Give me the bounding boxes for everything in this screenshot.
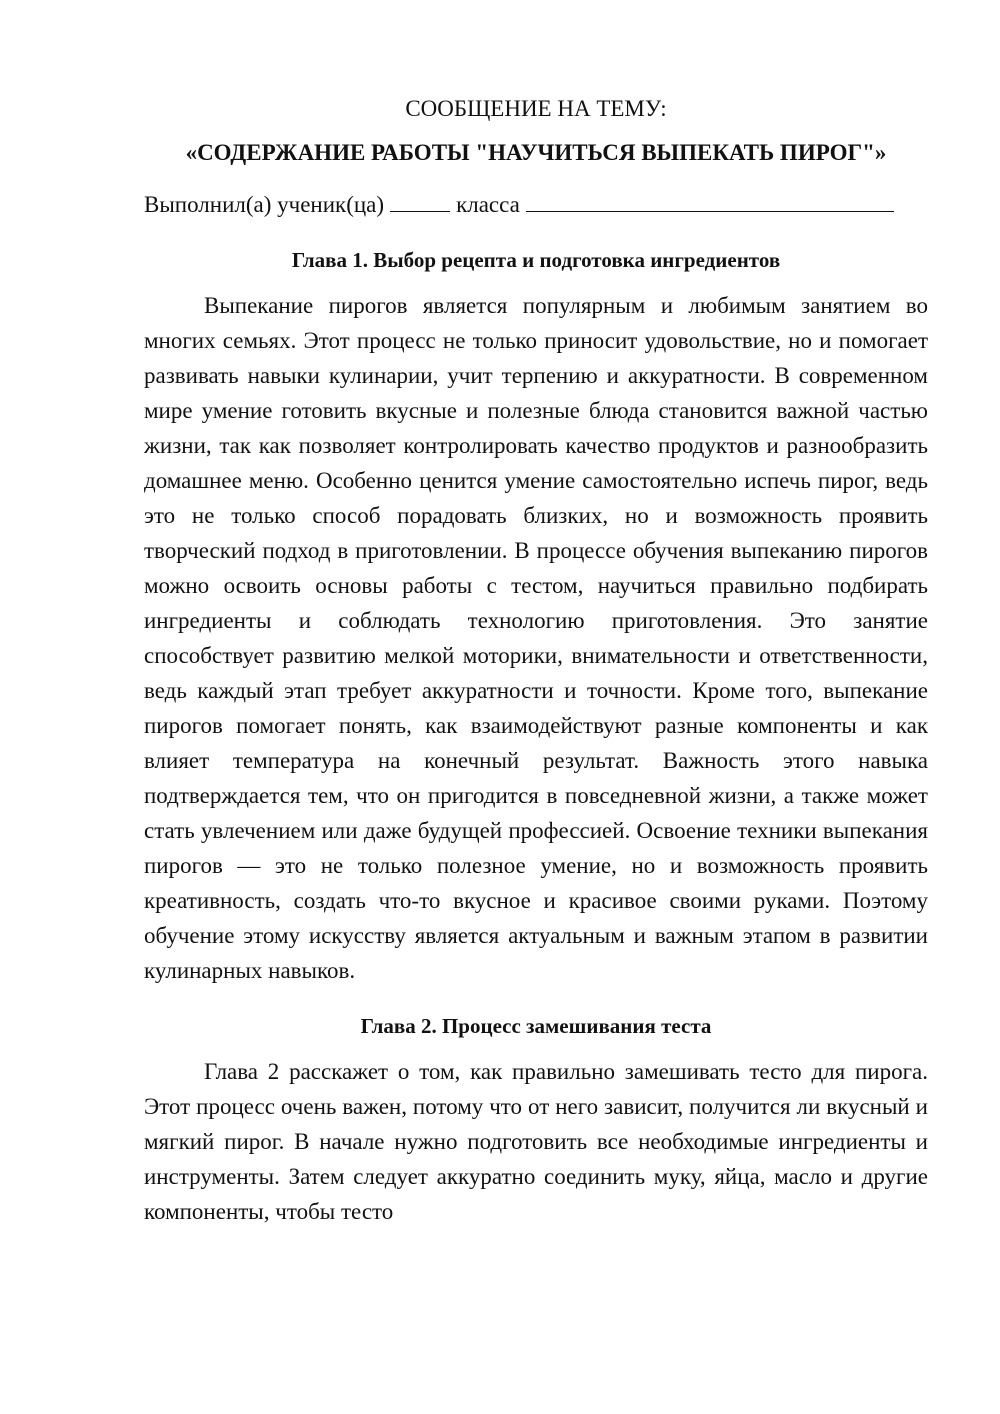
document-header: СООБЩЕНИЕ НА ТЕМУ: (405, 96, 667, 121)
chapter-1-heading: Глава 1. Выбор рецепта и подготовка ингредиентов (291, 248, 781, 272)
name-blank (526, 191, 894, 212)
chapter-1-paragraph: Выпекание пирогов является популярным и любимым занятием во многих семьях. Этот процесс не только приносит удовольствие, но и помогает развивать навыки кулинарии, учит терпению и аккуратности. В современном мире умение готовить вкусные и полезные блюда становится важной частью жизни, так как позволяет контролировать качество продуктов и разнообразить домашнее меню. Особенно ценится умение самостоятельно испечь пирог, ведь это не только способ порадовать близких, но и возможность проявить творческий подход в приготовлении. В процессе обучения выпеканию пирогов можно освоить основы работы с тестом, научиться правильно подбирать ингредиенты и соблюдать технологию приготовления. Это занятие способствует развитию мелкой моторики, внимательности и ответственности, ведь каждый этап требует аккуратности и точности. Кроме того, выпекание пирогов помогает понять, как взаимодействуют разные компоненты и как влияет температура на конечный результат. Важность этого навыка подтверждается тем, что он пригодится в повседневной жизни, а также может стать увлечением или даже будущей профессией. Освоение техники выпекания пирогов — это не только полезное умение, но и возможность проявить креативность, создать что-то вкусное и красивое своими руками. Поэтому обучение этому искусству является актуальным и важным этапом в развитии кулинарных навыков. (144, 293, 928, 983)
chapter-2-paragraph: Глава 2 расскажет о том, как правильно замешивать тесто для пирога. Этот процесс очень важен, потому что от него зависит, получится ли вкусный и мягкий пирог. В начале нужно подготовить все необходимые ингредиенты и инструменты. Затем следует аккуратно соединить муку, яйца, масло и другие компоненты, чтобы тесто (144, 1059, 928, 1224)
performer-line (144, 188, 928, 222)
document-page (144, 92, 928, 1229)
document-title: «СОДЕРЖАНИЕ РАБОТЫ "НАУЧИТЬСЯ ВЫПЕКАТЬ ПИРОГ"» (185, 140, 887, 165)
class-number-blank (390, 191, 450, 212)
class-label: класса (456, 192, 520, 217)
chapter-2-heading: Глава 2. Процесс замешивания теста (360, 1014, 712, 1038)
performer-prefix: Выполнил(а) ученик(ца) (144, 192, 385, 217)
